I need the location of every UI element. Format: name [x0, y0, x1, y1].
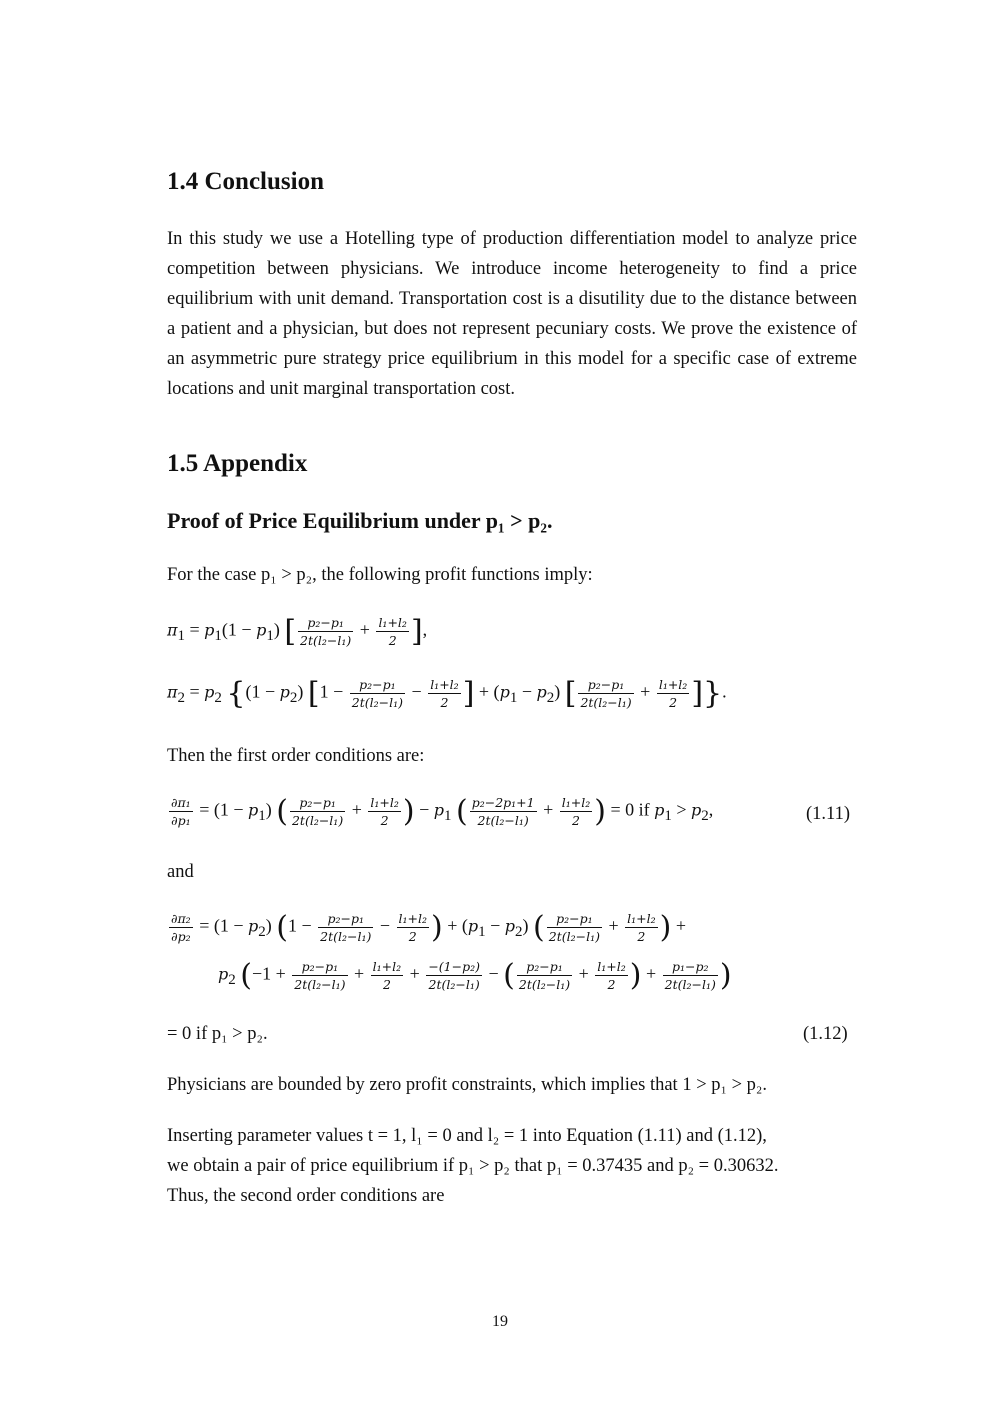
page-number: 19 — [492, 1313, 508, 1330]
constraint-text: Physicians are bounded by zero profit constraints, which implies that 1 > p₁ > p₂. — [167, 1075, 767, 1095]
case-intro-text: For the case p₁ > p₂, the following profit functions imply: — [167, 565, 593, 585]
parameter-text-line1: Inserting parameter values t = 1, l₁ = 0 and l₂ = 1 into Equation (1.11) and (1.12), — [167, 1126, 767, 1146]
foc-intro-text: Then the first order conditions are: — [167, 746, 425, 766]
equation-profit-pi1: $\pi_1 = p_1(1 - p_1)$ [ $\frac{\text{p₂−p₁}}{\text{2t(l₂−l₁)}}$ + $\frac{\text{l₁+l₂}}{2}$ ], — [167, 614, 428, 649]
and-text: and — [167, 862, 194, 882]
parameter-text-line3: Thus, the second order conditions are — [167, 1186, 445, 1206]
equation-number-1-12: (1.12) — [803, 1024, 848, 1044]
equation-1-12-line2: $p_2$ (−1 + $\frac{\text{p₂−p₁}}{\text{2t(l₂−l₁)}}$ + $\frac{\text{l₁+l₂}}{2}$ + $\frac{\text{−(1−p₂)}}{\text{2t(l₂−l₁)}}$ − ( $\frac{\text{p₂−p₁}}{\text{2t(l₂−l₁)}}$ + $\frac{\text{l₁+l₂}}{2}$ ) + $\frac{\text{p₁−p₂}}{\text{2t(l₂−l₁)}}$ ) — [218, 958, 732, 993]
subsection-title-proof: Proof of Price Equilibrium under p₁ > p₂. — [167, 508, 553, 533]
parameter-text-line2: we obtain a pair of price equilibrium if p₁ > p₂ that p₁ = 0.37435 and p₂ = 0.30632. — [167, 1156, 779, 1176]
conclusion-paragraph: In this study we use a Hotelling type of production differentiation model to analyze price competition between physicians. We introduce income heterogeneity to find a price equilibrium with unit demand. Transportation cost is a disutility due to the distance between a patient and a physician, but does not represent pecuniary costs. We prove the existence of an asymmetric pure strategy price equilibrium in this model for a specific case of extreme locations and unit marginal transportation cost. — [167, 229, 857, 399]
section-title-conclusion: 1.4 Conclusion — [167, 168, 324, 195]
section-title-appendix: 1.5 Appendix — [167, 450, 308, 477]
equation-number-1-11: (1.11) — [806, 804, 851, 824]
equation-1-11: $\frac{\text{∂π₁}}{\text{∂p₁}}$ = $(1 - p_1)$ ( $\frac{\text{p₂−p₁}}{\text{2t(l₂−l₁)}}$ + $\frac{\text{l₁+l₂}}{2}$ ) − $p_1$ ( $\frac{\text{p₂−2p₁+1}}{\text{2t(l₂−l₁)}}$ + $\frac{\text{l₁+l₂}}{2}$ ) = 0 if $p_1 > p_2$, — [171, 794, 714, 829]
equation-profit-pi2: $\pi_2 = p_2$ {$(1 - p_2)$ [1 − $\frac{\text{p₂−p₁}}{\text{2t(l₂−l₁)}}$ − $\frac{\text{l₁+l₂}}{2}$ ] + $(p_1 - p_2)$ [ $\frac{\text{p₂−p₁}}{\text{2t(l₂−l₁)}}$ + $\frac{\text{l₁+l₂}}{2}$ ]}. — [167, 676, 727, 711]
equation-1-12-tail: = 0 if p₁ > p₂. — [167, 1024, 268, 1044]
equation-1-12-line1: $\frac{\text{∂π₂}}{\text{∂p₂}}$ = $(1 - p_2)$ (1 − $\frac{\text{p₂−p₁}}{\text{2t(l₂−l₁)}}$ − $\frac{\text{l₁+l₂}}{2}$ ) + $(p_1 - p_2)$ ( $\frac{\text{p₂−p₁}}{\text{2t(l₂−l₁)}}$ + $\frac{\text{l₁+l₂}}{2}$ ) + — [171, 910, 687, 945]
